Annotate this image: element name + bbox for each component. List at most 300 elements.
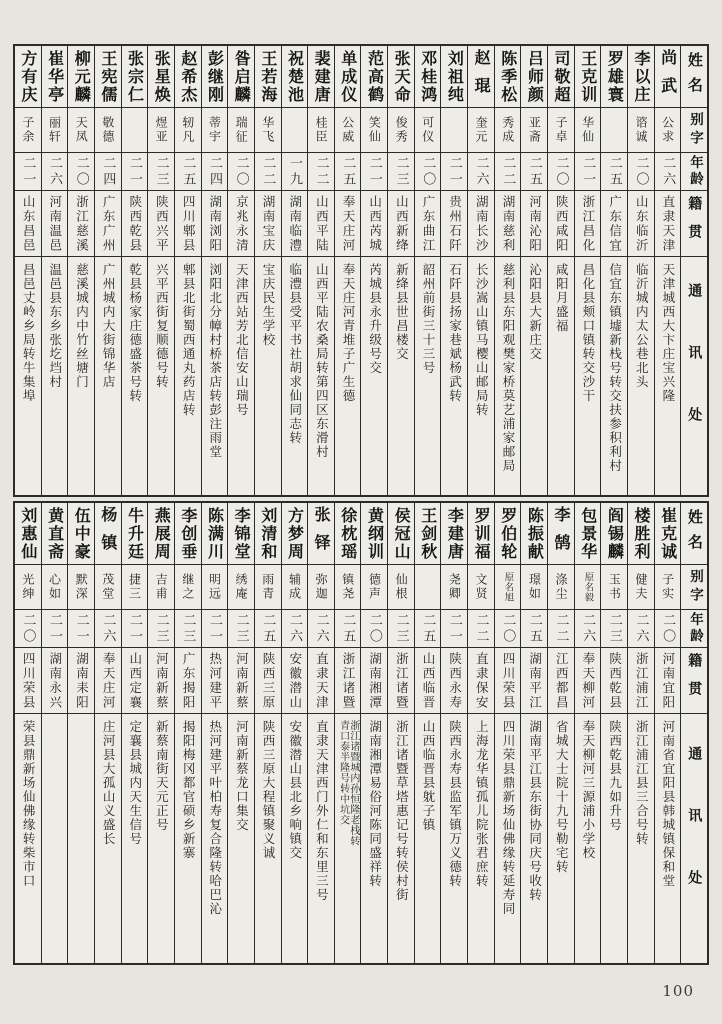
person-address: 荣县鼎新场仙佛缘转柴市口 <box>21 720 37 888</box>
person-address: 新蔡南街天元正号 <box>154 720 170 832</box>
person-age: 二〇 <box>228 153 254 191</box>
person-native: 浙江诸暨 <box>335 648 361 714</box>
person-alias: 镇尧 <box>335 565 361 610</box>
person-alias: 瑞征 <box>228 108 254 153</box>
person-address <box>42 714 68 963</box>
person-address: 昌化县颊口镇转交沙干 <box>580 263 596 403</box>
person-address: 广州城内大街锦华店 <box>101 263 117 389</box>
person-name: 牛升廷 <box>122 503 148 565</box>
person-native: 河南沁阳 <box>521 191 547 257</box>
person-address: 湖南湘潭易俗河陈同盛祥转 <box>367 720 383 888</box>
person-name: 李以庄 <box>628 46 654 108</box>
person-name: 祝楚池 <box>282 46 308 108</box>
person-age: 二五 <box>601 153 627 191</box>
person-native: 陕西兴平 <box>148 191 174 257</box>
person-name: 罗训福 <box>468 503 494 565</box>
person-native: 湖南长沙 <box>468 191 494 257</box>
person-name: 赵希杰 <box>175 46 201 108</box>
person-column <box>15 503 41 963</box>
person-native: 四川郫县 <box>175 191 201 257</box>
person-alias: 轫凡 <box>175 108 201 153</box>
person-alias: 吉甫 <box>148 565 174 610</box>
person-native: 湖南临澧 <box>282 191 308 257</box>
header-address-label: 通讯处 <box>686 283 703 469</box>
person-alias <box>122 108 148 153</box>
person-age: 二〇 <box>628 153 654 191</box>
person-column <box>627 503 654 963</box>
person-age: 二〇 <box>495 610 521 648</box>
person-alias: 子实 <box>655 565 681 610</box>
person-column <box>574 503 601 963</box>
person-name: 刘惠仙 <box>15 503 41 565</box>
person-alias: 华飞 <box>255 108 281 153</box>
person-age: 二五 <box>521 153 547 191</box>
person-native: 山东昌邑 <box>15 191 41 257</box>
person-native: 山西芮城 <box>361 191 387 257</box>
person-native: 陕西乾县 <box>601 648 627 714</box>
person-address: 新绛县世昌楼交 <box>394 263 410 361</box>
person-address: 天津西站芳北信安山瑞号 <box>234 263 250 417</box>
person-alias: 可仪 <box>415 108 441 153</box>
person-age: 二一 <box>361 153 387 191</box>
person-address: 昌邑丈岭乡局转牛集埠 <box>21 263 37 403</box>
person-address: 芮城县永升级号交 <box>367 263 383 375</box>
person-native: 陕西永寿 <box>441 648 467 714</box>
person-native: 湖南慈利 <box>495 191 521 257</box>
header-address-label: 通讯处 <box>686 745 703 932</box>
header-alias-label: 别字 <box>681 108 707 153</box>
person-column <box>201 46 228 495</box>
person-address: 陕西永寿县监军镇万义德转 <box>447 720 463 888</box>
person-address: 庄河县大孤山义盛长 <box>101 720 117 846</box>
header-age-label: 年龄 <box>681 610 707 648</box>
person-address: 石阡县扬家巷斌杨武转 <box>447 263 463 403</box>
person-address: 长沙嵩山镇马樱山邮局转 <box>474 263 490 417</box>
person-column <box>494 503 521 963</box>
person-address: 揭阳梅冈都官硕乡新寨 <box>181 720 197 860</box>
person-column <box>307 503 334 963</box>
person-alias: 健夫 <box>628 565 654 610</box>
person-age: 二三 <box>175 610 201 648</box>
person-native: 奉天庄河 <box>95 648 121 714</box>
person-age: 二〇 <box>68 153 94 191</box>
person-name: 王克训 <box>575 46 601 108</box>
person-alias: 桂臣 <box>308 108 334 153</box>
person-age: 二一 <box>122 610 148 648</box>
person-address: 热河建平叶柏寿复合隆转哈巴沁 <box>207 720 223 916</box>
person-age: 二一 <box>575 153 601 191</box>
person-native: 山西新绛 <box>388 191 414 257</box>
person-alias: 公威 <box>335 108 361 153</box>
person-age: 二五 <box>335 153 361 191</box>
person-native: 安徽潜山 <box>282 648 308 714</box>
person-native: 湖南平江 <box>521 648 547 714</box>
person-column <box>520 503 547 963</box>
person-native: 直隶天津 <box>308 648 334 714</box>
person-native: 浙江昌化 <box>575 191 601 257</box>
person-column <box>600 46 627 495</box>
person-native: 直隶天津 <box>655 191 681 257</box>
person-column <box>360 503 387 963</box>
person-alias: 敬德 <box>95 108 121 153</box>
person-address: 温邑县东乡张圪垱村 <box>47 263 63 389</box>
person-native: 河南新蔡 <box>228 648 254 714</box>
person-native: 浙江慈溪 <box>68 191 94 257</box>
person-column <box>174 503 201 963</box>
person-native: 奉天庄河 <box>335 191 361 257</box>
person-address: 山西平陆农桑局转第四区东滑村 <box>314 263 330 459</box>
person-column <box>654 46 681 495</box>
person-alias: 默深 <box>68 565 94 610</box>
person-name: 张天命 <box>388 46 414 108</box>
person-column <box>307 46 334 495</box>
person-name: 侯冠山 <box>388 503 414 565</box>
person-address: 上海龙华镇孤儿院张君庶转 <box>474 720 490 888</box>
person-age: 二六 <box>575 610 601 648</box>
person-name: 吕师颜 <box>521 46 547 108</box>
person-address: 宝庆民生学校 <box>261 263 277 347</box>
person-name: 伍中豪 <box>68 503 94 565</box>
person-column <box>414 46 441 495</box>
person-alias: 弥迦 <box>308 565 334 610</box>
person-column <box>360 46 387 495</box>
header-column <box>680 503 707 963</box>
person-name: 张铎 <box>308 503 334 565</box>
person-native: 广东曲江 <box>415 191 441 257</box>
person-column <box>147 503 174 963</box>
person-age: 二六 <box>95 610 121 648</box>
person-address: 定襄县城内天生信号 <box>127 720 143 846</box>
person-age: 二三 <box>228 610 254 648</box>
person-address: 浏阳北分幛村桥茶店转彭注雨堂 <box>207 263 223 459</box>
person-alias: 明远 <box>202 565 228 610</box>
person-column <box>467 46 494 495</box>
person-alias: 俊秀 <box>388 108 414 153</box>
person-age: 二五 <box>335 610 361 648</box>
person-column <box>67 503 94 963</box>
person-name: 张宗仁 <box>122 46 148 108</box>
directory-table-bottom <box>13 501 709 965</box>
person-alias: 煜亚 <box>148 108 174 153</box>
person-native: 湖南浏阳 <box>202 191 228 257</box>
person-age: 二四 <box>95 153 121 191</box>
person-name: 裴建唐 <box>308 46 334 108</box>
person-column <box>67 46 94 495</box>
person-alias: 丽轩 <box>42 108 68 153</box>
person-column <box>121 503 148 963</box>
person-age: 二二 <box>255 153 281 191</box>
person-alias: 绣庵 <box>228 565 254 610</box>
person-column <box>494 46 521 495</box>
person-address: 乾县杨家庄德盛茶号转 <box>127 263 143 403</box>
person-age: 二六 <box>308 610 334 648</box>
person-age: 二六 <box>628 610 654 648</box>
person-native: 江西都昌 <box>548 648 574 714</box>
person-age: 二六 <box>468 153 494 191</box>
person-column <box>254 503 281 963</box>
person-name: 柳元麟 <box>68 46 94 108</box>
person-alias: 光绅 <box>15 565 41 610</box>
person-address: 直隶天津西门外仁和东里三号 <box>314 720 330 902</box>
person-age: 二三 <box>148 610 174 648</box>
person-column <box>440 503 467 963</box>
person-alias: 原名毅 <box>575 565 601 610</box>
person-alias: 涤尘 <box>548 565 574 610</box>
person-native: 山西定襄 <box>122 648 148 714</box>
person-name: 杨镇 <box>95 503 121 565</box>
person-alias: 蒂宇 <box>202 108 228 153</box>
person-address: 陕西乾县九如升号 <box>607 720 623 832</box>
person-address: 韶州前街三十三号 <box>420 263 436 375</box>
person-address: 浙江诸暨草塔惠记号转侯村街 <box>394 720 410 902</box>
person-address: 慈利县东阳观樊家桥莫艺浦家邮局 <box>500 263 516 473</box>
person-name: 罗雄寰 <box>601 46 627 108</box>
person-alias: 雨青 <box>255 565 281 610</box>
person-native: 直隶保安 <box>468 648 494 714</box>
person-age: 二一 <box>68 610 94 648</box>
person-age: 二三 <box>601 610 627 648</box>
person-age: 二二 <box>468 610 494 648</box>
person-native: 浙江诸暨 <box>388 648 414 714</box>
person-address: 浙江浦江县三合号转 <box>634 720 650 846</box>
person-native: 广东广州 <box>95 191 121 257</box>
person-age: 二一 <box>42 610 68 648</box>
person-name: 徐枕瑶 <box>335 503 361 565</box>
person-name: 陈季松 <box>495 46 521 108</box>
person-native: 湖南湘潭 <box>361 648 387 714</box>
person-column <box>227 46 254 495</box>
person-column <box>387 503 414 963</box>
person-alias: 子余 <box>15 108 41 153</box>
person-name: 李鹄 <box>548 503 574 565</box>
person-address: 沁阳县大新庄交 <box>527 263 543 361</box>
person-column <box>654 503 681 963</box>
person-address: 临沂城内太公巷北头 <box>634 263 650 389</box>
directory-table-top <box>13 44 709 497</box>
person-address: 临澧县受平书社胡求仙同志转 <box>287 263 303 445</box>
person-address: 咸阳月盛福 <box>554 263 570 333</box>
person-native: 京兆永清 <box>228 191 254 257</box>
person-name: 王剑秋 <box>415 503 441 565</box>
header-name-label: 姓名 <box>681 46 707 108</box>
person-address: 兴平西街复顺德号转 <box>154 263 170 389</box>
person-column <box>467 503 494 963</box>
person-column <box>414 503 441 963</box>
person-column <box>41 503 68 963</box>
person-age: 二一 <box>441 610 467 648</box>
person-alias: 璟如 <box>521 565 547 610</box>
person-name: 李建唐 <box>441 503 467 565</box>
person-column <box>41 46 68 495</box>
person-address: 陕西三原大程镇聚义诚 <box>261 720 277 860</box>
person-alias <box>601 108 627 153</box>
person-alias: 德声 <box>361 565 387 610</box>
person-age: 二五 <box>255 610 281 648</box>
person-age: 二一 <box>122 153 148 191</box>
person-name: 王宪儒 <box>95 46 121 108</box>
person-column <box>334 503 361 963</box>
person-age: 二六 <box>42 153 68 191</box>
person-column <box>574 46 601 495</box>
person-alias: 继之 <box>175 565 201 610</box>
person-native: 河南宜阳 <box>655 648 681 714</box>
person-name: 刘清和 <box>255 503 281 565</box>
person-alias: 天凤 <box>68 108 94 153</box>
person-column <box>520 46 547 495</box>
person-name: 阎锡麟 <box>601 503 627 565</box>
person-age: 二一 <box>15 153 41 191</box>
person-column <box>627 46 654 495</box>
person-address: 四川荣县鼎新场仙佛缘转延寿同 <box>500 720 516 916</box>
person-address: 安徽潜山县北乡响镇交 <box>287 720 303 860</box>
person-column <box>227 503 254 963</box>
person-age: 二〇 <box>15 610 41 648</box>
person-column <box>94 46 121 495</box>
person-alias: 尧卿 <box>441 565 467 610</box>
person-native: 广东揭阳 <box>175 648 201 714</box>
person-name: 李锦堂 <box>228 503 254 565</box>
person-address: 奉天庄河青堆子广生德 <box>341 263 357 403</box>
person-age: 二一 <box>202 610 228 648</box>
person-native: 贵州石阡 <box>441 191 467 257</box>
person-name: 崔克诚 <box>655 503 681 565</box>
person-alias: 公求 <box>655 108 681 153</box>
person-native: 山东临沂 <box>628 191 654 257</box>
person-alias: 原名旭 <box>495 565 521 610</box>
page-number: 100 <box>662 982 694 1000</box>
person-native: 湖南耒阳 <box>68 648 94 714</box>
person-age: 二五 <box>175 153 201 191</box>
person-address: 山西临晋县躭子镇 <box>420 720 436 832</box>
person-address: 省城大士院十九号勒宅转 <box>554 720 570 874</box>
person-alias: 奎元 <box>468 108 494 153</box>
person-age: 二六 <box>282 610 308 648</box>
person-native: 浙江浦江 <box>628 648 654 714</box>
person-age: 二六 <box>655 153 681 191</box>
person-address: 河南省宜阳县韩城镇保和堂 <box>660 720 676 888</box>
person-age: 二〇 <box>655 610 681 648</box>
person-native: 四川荣县 <box>495 648 521 714</box>
person-column <box>334 46 361 495</box>
person-column <box>174 46 201 495</box>
header-age-label: 年龄 <box>681 153 707 191</box>
person-column <box>547 503 574 963</box>
person-native: 陕西三原 <box>255 648 281 714</box>
person-age: 二三 <box>148 153 174 191</box>
person-alias: 文贤 <box>468 565 494 610</box>
person-native: 河南温邑 <box>42 191 68 257</box>
person-column <box>387 46 414 495</box>
person-native: 陕西乾县 <box>122 191 148 257</box>
person-name: 王若海 <box>255 46 281 108</box>
person-native: 河南新蔡 <box>148 648 174 714</box>
person-name: 陈满川 <box>202 503 228 565</box>
person-name: 彭继刚 <box>202 46 228 108</box>
person-column <box>281 503 308 963</box>
person-native: 山西平陆 <box>308 191 334 257</box>
person-alias: 子卓 <box>548 108 574 153</box>
person-column <box>201 503 228 963</box>
person-native: 四川荣县 <box>15 648 41 714</box>
person-address: 河南新蔡龙口集交 <box>234 720 250 832</box>
person-alias: 谘诚 <box>628 108 654 153</box>
person-name: 单成仪 <box>335 46 361 108</box>
person-native: 山西临晋 <box>415 648 441 714</box>
person-age: 二〇 <box>361 610 387 648</box>
person-alias: 笑仙 <box>361 108 387 153</box>
person-alias: 茂堂 <box>95 565 121 610</box>
person-age: 二二 <box>495 153 521 191</box>
header-native-label: 籍贯 <box>681 648 707 714</box>
person-age: 二三 <box>388 153 414 191</box>
person-alias <box>282 108 308 153</box>
person-alias: 亚斋 <box>521 108 547 153</box>
person-native: 湖南永兴 <box>42 648 68 714</box>
person-alias: 心如 <box>42 565 68 610</box>
person-age: 二〇 <box>548 153 574 191</box>
person-name: 包景华 <box>575 503 601 565</box>
person-address: 信宜东镇墟新栈号转交扶参积利村 <box>607 263 623 473</box>
person-address <box>68 714 94 963</box>
person-age: 二〇 <box>415 153 441 191</box>
person-column <box>147 46 174 495</box>
person-name: 尚武 <box>655 46 681 108</box>
header-name-label: 姓名 <box>681 503 707 565</box>
person-alias: 仙根 <box>388 565 414 610</box>
person-age: 二一 <box>441 153 467 191</box>
person-column <box>121 46 148 495</box>
person-alias: 华仙 <box>575 108 601 153</box>
person-age: 一九 <box>282 153 308 191</box>
person-name: 张星焕 <box>148 46 174 108</box>
person-address: 奉天柳河三源浦小学校 <box>580 720 596 860</box>
person-name: 黄直斋 <box>42 503 68 565</box>
person-age: 二四 <box>202 153 228 191</box>
person-alias: 辅成 <box>282 565 308 610</box>
person-native: 热河建平 <box>202 648 228 714</box>
header-native-label: 籍贯 <box>681 191 707 257</box>
person-address: 郫县北街蜀西通丸药店转 <box>181 263 197 417</box>
person-alias: 捷三 <box>122 565 148 610</box>
person-name: 罗伯轮 <box>495 503 521 565</box>
person-name: 赵琨 <box>468 46 494 108</box>
person-name: 李创垂 <box>175 503 201 565</box>
person-name: 范高鹤 <box>361 46 387 108</box>
person-age: 二五 <box>521 610 547 648</box>
person-column <box>254 46 281 495</box>
person-age: 二三 <box>388 610 414 648</box>
person-name: 崔华亭 <box>42 46 68 108</box>
person-name: 方有庆 <box>15 46 41 108</box>
person-age: 二五 <box>415 610 441 648</box>
person-alias <box>415 565 441 610</box>
person-age: 二二 <box>308 153 334 191</box>
person-native: 湖南宝庆 <box>255 191 281 257</box>
person-age: 二二 <box>548 610 574 648</box>
person-address: 天津城西大卞庄宝兴隆 <box>660 263 676 403</box>
person-column <box>94 503 121 963</box>
person-column <box>547 46 574 495</box>
person-name: 黄纲训 <box>361 503 387 565</box>
person-alias: 玉书 <box>601 565 627 610</box>
person-name: 陈振献 <box>521 503 547 565</box>
person-column <box>440 46 467 495</box>
person-column <box>15 46 41 495</box>
person-address: 湖南平江县东街协同庆号收转 <box>527 720 543 902</box>
person-name: 方梦周 <box>282 503 308 565</box>
person-name: 昝启麟 <box>228 46 254 108</box>
person-native: 陕西咸阳 <box>548 191 574 257</box>
